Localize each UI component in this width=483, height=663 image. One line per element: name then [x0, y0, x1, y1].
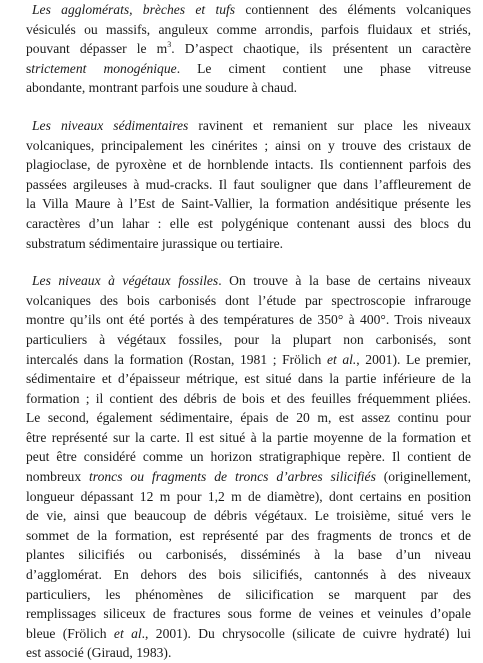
text-line: remplissages siliceux de fractures sous forme de veines et veinules d’opale: [26, 606, 471, 622]
text-line: Les agglomérats, brèches et tufs contiennent des éléments volcaniques: [32, 2, 472, 17]
text-line: caractères d’un lahar : elle est polygénique contenant aussi des blocs du: [26, 215, 471, 231]
paragraph-agglomerats: [26, 0, 471, 98]
text-line: bleue (Frölich et al., 2001). Du chrysocolle (silicate de cuivre hydraté) lui: [26, 625, 472, 641]
text-line: montre qu’ils ont été portés à des températures de 350° à 400°. Trois niveaux: [26, 312, 471, 328]
paragraph-niveaux-sedimentaires: [26, 116, 471, 253]
text-line: passées argileuses à mud-cracks. Il faut souligner que dans l’affleurement de: [26, 176, 471, 192]
paragraph-niveaux-vegetaux: [26, 271, 471, 663]
text-line: est associé (Giraud, 1983).: [26, 645, 172, 661]
text-line: d’agglomérat. En dehors des bois silicifiés, cantonnés à des niveaux: [26, 567, 471, 583]
paragraph-heading: Les niveaux sédimentaires: [32, 117, 189, 133]
text-line: de vie, ainsi que beaucoup de débris végétaux. Le troisième, situé vers le: [26, 508, 471, 524]
text-line: plantes silicifiés ou carbonisés, disséminés à la base d’un niveau: [26, 547, 471, 563]
text-line: plagioclase, de pyroxène et de hornblende intacts. Ils contiennent parfois des: [26, 157, 471, 173]
text-line: volcaniques des bois carbonisés dont l’étude par spectroscopie infrarouge: [26, 292, 471, 308]
text-line: abondante, montrant parfois une soudure à chaud.: [26, 80, 298, 96]
text-line: nombreux troncs ou fragments de troncs d’arbres silicifiés (originellement,: [26, 469, 471, 485]
text-line: pouvant dépasser le $m^3$. D’aspect chaotique, ils présentent un caractère: [26, 40, 471, 57]
text-line: volcaniques, principalement les cinérites ; ainsi on y trouve des cristaux de: [26, 137, 471, 153]
text-line: être représenté sur la carte. Il est situé à la partie moyenne de la formation et: [26, 429, 471, 445]
text-line: longueur dépassant 12 m pour 1,2 m de diamètre), dont certains en position: [26, 488, 471, 504]
text-line: vésiculés ou massifs, anguleux comme arrondis, parfois fluidaux et striés,: [26, 21, 471, 37]
text-line: sédimentaire et d’épaisseur métrique, est situé dans la partie inférieure de la: [26, 371, 471, 387]
document-page: [26, 0, 471, 663]
text-line: Les niveaux à végétaux fossiles. On trouve à la base de certains niveaux: [32, 273, 471, 289]
paragraph-heading: Les niveaux à végétaux fossiles: [32, 273, 219, 289]
text-line: strictement monogénique. Le ciment contient une phase vitreuse: [26, 60, 472, 76]
paragraph-heading: Les agglomérats, brèches et tufs: [32, 2, 236, 17]
text-line: intercalés dans la formation (Rostan, 1981 ; Frölich et al., 2001). Le premier,: [26, 351, 471, 367]
text-line: formation ; il contient des débris de bois et des feuilles fréquemment pliées.: [26, 390, 471, 406]
text-line: Le second, également sédimentaire, épais de 20 m, est assez continu pour: [26, 410, 471, 426]
text-line: Les niveaux sédimentaires ravinent et remanient sur place les niveaux: [32, 117, 471, 133]
text-line: particuliers à végétaux fossiles, pour la plupart non carbonisés, sont: [26, 331, 471, 347]
text-line: particuliers, les phénomènes de silicification se marquent par des: [26, 586, 471, 602]
text-line: substratum sédimentaire jurassique ou tertiaire.: [26, 235, 284, 251]
text-line: peut être considéré comme un horizon stratigraphique repère. Il contient de: [26, 449, 471, 465]
text-line: la Villa Maure à l’Est de Saint-Vallier, la formation andésitique présente les: [26, 196, 471, 212]
text-line: sommet de la formation, est représenté par des fragments de troncs et de: [26, 527, 471, 543]
